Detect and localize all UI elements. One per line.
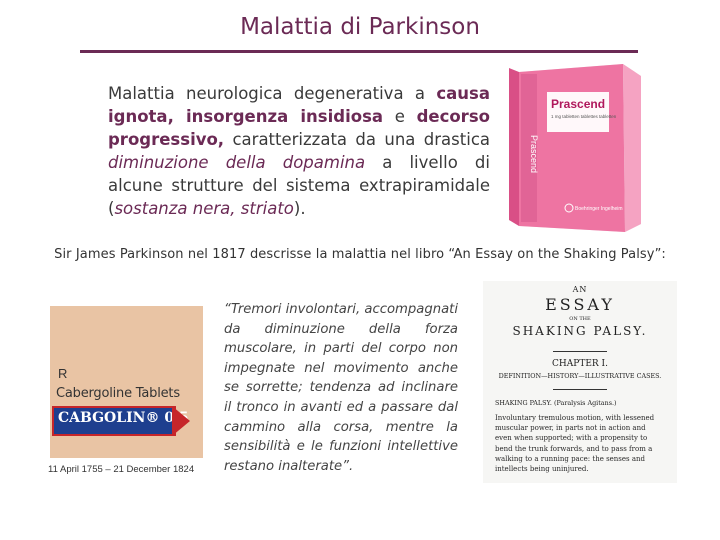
essay-on-the: ON THE	[569, 316, 591, 322]
historical-note: Sir James Parkinson nel 1817 descrisse la malattia nel libro “An Essay on the Shaking Palsy”:	[54, 247, 666, 262]
title-underline	[80, 50, 638, 53]
cabgolin-package-photo	[50, 306, 203, 458]
prascend-brand: Prascend	[551, 97, 606, 111]
essay-section-label: SHAKING PALSY. (Paralysis Agitans.)	[495, 399, 617, 407]
essay-definition: DEFINITION—HISTORY—ILLUSTRATIVE CASES.	[498, 372, 662, 380]
essay-an: AN	[572, 285, 588, 294]
keyword-structures: sostanza nera, striato	[114, 199, 294, 218]
life-dates: 11 April 1755 – 21 December 1824	[48, 464, 195, 475]
red-triangle-decoration	[172, 406, 190, 436]
intro-paragraph	[108, 82, 490, 220]
essay-body-text: Involuntary tremulous motion, with lessened muscular power, in parts not in action and even when supported; with a propensity to bend the trunk forwards, and to pass from a walking to a running pace: the senses and intellects being uninjured.	[495, 414, 655, 474]
essay-heading: ESSAY	[545, 295, 615, 314]
essay-shaking-palsy: SHAKING PALSY.	[512, 324, 648, 338]
intro-text: a livello di alcune strutture del sistema extrapiramidale (	[108, 153, 490, 218]
keyword-dopamine: diminuzione della dopamina	[108, 153, 366, 172]
essay-chapter: CHAPTER I.	[552, 359, 608, 369]
prascend-subtext: 1 mg tabletten tablettes tabletten	[551, 114, 617, 119]
prascend-box-image	[505, 60, 643, 235]
essay-title-page-image	[483, 281, 677, 483]
cabgolin-generic-name: Cabergoline Tablets	[56, 386, 180, 401]
keyword-cause: causa ignota, insorgenza insidiosa	[108, 84, 490, 126]
intro-text: e	[383, 107, 417, 126]
prascend-side-brand: Prascend	[529, 135, 539, 174]
intro-text: ).	[293, 199, 306, 218]
rx-mark: R	[58, 366, 68, 381]
divider	[553, 351, 607, 352]
divider	[553, 389, 607, 390]
cabgolin-brand: CABGOLIN® 0.5	[58, 410, 189, 426]
page-title: Malattia di Parkinson	[240, 14, 480, 40]
intro-text: Malattia neurologica degenerativa a	[108, 84, 437, 103]
prascend-maker: Boehringer Ingelheim	[575, 206, 623, 212]
essay-quote: “Tremori involontari, accompagnati da diminuzione della forza muscolare, in parti del corpo non impegnate nel movimento anche se sorrette; tendenza ad inclinare il tronco in avanti ed a passare dal cammino alla corsa, mentre la sensibilità e le funzioni intellettive restano inalterate”.	[224, 302, 458, 474]
keyword-course: decorso progressivo,	[108, 107, 490, 149]
intro-text: caratterizzata da una drastica	[224, 130, 490, 149]
